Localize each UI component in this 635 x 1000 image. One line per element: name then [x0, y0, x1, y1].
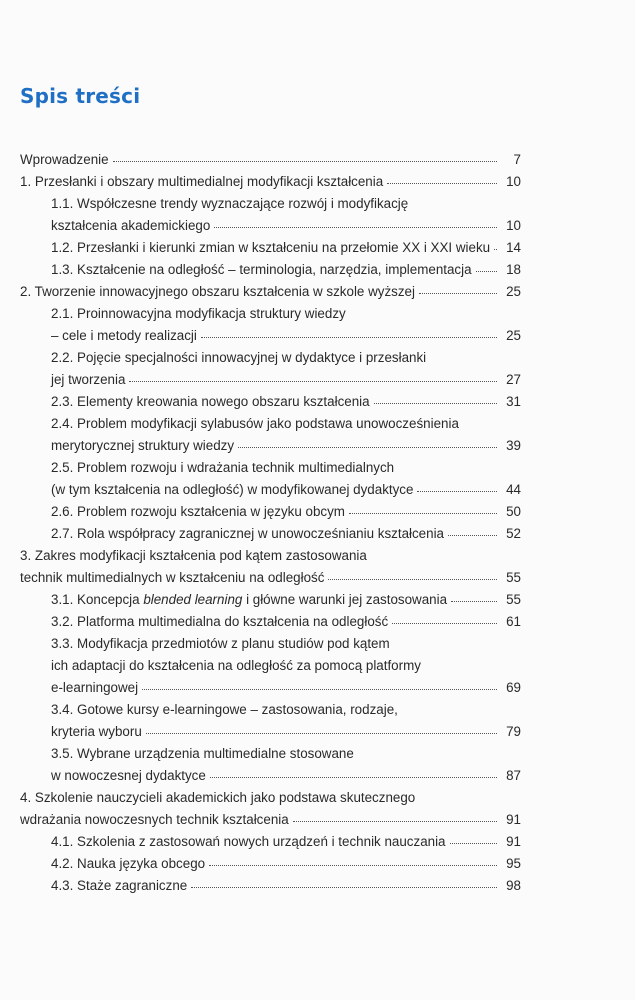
entry-text: wdrażania nowoczesnych technik kształcenia [20, 812, 289, 827]
dot-leader [191, 887, 497, 888]
dot-leader [392, 623, 497, 624]
dot-leader [142, 689, 497, 690]
entry-text: 1. Przesłanki i obszary multimedialnej modyfikacji kształcenia [20, 174, 384, 189]
page-number: 91 [506, 834, 521, 849]
entry-text: 4.1. Szkolenia z zastosowań nowych urządzeń i technik nauczania [51, 834, 446, 849]
toc-entry-last-line [20, 479, 521, 501]
toc-entry-title [51, 831, 446, 853]
entry-text: 4. Szkolenie nauczycieli akademickich jako podstawa skutecznego [20, 790, 416, 805]
toc-entry[interactable] [20, 853, 521, 875]
toc-entry-last-line [20, 259, 521, 281]
toc-entry-last-line [20, 611, 521, 633]
entry-text: e-learningowej [51, 680, 139, 695]
entry-text: i główne warunki jej zastosowania [242, 592, 448, 607]
dot-leader [448, 535, 497, 536]
toc-entry-title [51, 479, 413, 501]
page-number: 50 [506, 504, 521, 519]
toc-entry-last-line [20, 765, 521, 787]
page-number: 95 [506, 856, 521, 871]
toc-entry[interactable] [20, 347, 521, 391]
entry-text: kryteria wyboru [51, 724, 142, 739]
toc-entry-last-line [20, 875, 521, 897]
toc-entry-last-line [20, 589, 521, 611]
entry-text: 2.2. Pojęcie specjalności innowacyjnej w dydaktyce i przesłanki [51, 350, 427, 365]
toc-entry-last-line [20, 501, 521, 523]
entry-text: 3.2. Platforma multimedialna do kształcenia na odległość [51, 614, 389, 629]
italic-term: blended learning [143, 592, 243, 607]
dot-leader [238, 447, 497, 448]
toc-entry-last-line [20, 281, 521, 303]
toc-entry-last-line [20, 721, 521, 743]
toc-entry-last-line [20, 567, 521, 589]
entry-text: 1.3. Kształcenie na odległość – terminologia, narzędzia, implementacja [51, 262, 472, 277]
entry-text: 2.3. Elementy kreowania nowego obszaru kształcenia [51, 394, 370, 409]
entry-text: 2.7. Rola współpracy zagranicznej w unowocześnianiu kształcenia [51, 526, 444, 541]
page-number: 18 [506, 262, 521, 277]
toc-entry-last-line [20, 435, 521, 457]
entry-text: jej tworzenia [51, 372, 126, 387]
page-number: 39 [506, 438, 521, 453]
toc-entry-title [51, 215, 210, 237]
toc-entry-title [51, 391, 370, 413]
page-number: 25 [506, 328, 521, 343]
toc-entry-title [51, 369, 125, 391]
dot-leader [451, 601, 497, 602]
entry-text: (w tym kształcenia na odległość) w modyfikowanej dydaktyce [51, 482, 414, 497]
toc-entry-line [20, 193, 521, 215]
toc-entry[interactable] [20, 303, 521, 347]
dot-leader [129, 381, 497, 382]
toc-entry-last-line [20, 325, 521, 347]
toc-entry-title [20, 149, 109, 171]
toc-entry-title [20, 281, 415, 303]
page-number: 98 [506, 878, 521, 893]
toc-entry-title [51, 677, 138, 699]
toc-entry[interactable] [20, 457, 521, 501]
dot-leader [146, 733, 497, 734]
toc-entry[interactable] [20, 633, 521, 699]
page-number: 27 [506, 372, 521, 387]
toc-entry-title [51, 636, 390, 651]
page-number: 61 [506, 614, 521, 629]
page-number: 87 [506, 768, 521, 783]
entry-text: 3.3. Modyfikacja przedmiotów z planu studiów pod kątem [51, 636, 390, 651]
entry-text: 2.1. Proinnowacyjna modyfikacja struktury wiedzy [51, 306, 346, 321]
toc-entry-title [51, 658, 421, 673]
entry-text: 3. Zakres modyfikacji kształcenia pod kątem zastosowania [20, 548, 367, 563]
page-number: 79 [506, 724, 521, 739]
toc-entry[interactable] [20, 171, 521, 193]
page-number: 10 [506, 174, 521, 189]
dot-leader [419, 293, 497, 294]
toc-entry-title [51, 350, 426, 365]
dot-leader [201, 337, 497, 338]
toc-entry-last-line [20, 149, 521, 171]
toc-entry-title [51, 702, 398, 717]
dot-leader [494, 249, 497, 250]
toc-entry[interactable] [20, 413, 521, 457]
toc-entry-title [51, 721, 142, 743]
toc-entry-title [51, 259, 472, 281]
entry-text: 2.4. Problem modyfikacji sylabusów jako podstawa unowocześnienia [51, 416, 459, 431]
toc-entry-title [51, 523, 444, 545]
page-number: 25 [506, 284, 521, 299]
toc-entry-title [51, 853, 205, 875]
entry-text: w nowoczesnej dydaktyce [51, 768, 206, 783]
toc-entry-line [20, 413, 521, 435]
toc-entry[interactable] [20, 545, 521, 589]
toc-entry-line [20, 787, 521, 809]
toc-entry-last-line [20, 391, 521, 413]
toc-entry-line [20, 545, 521, 567]
page-title: Spis treści [20, 84, 141, 108]
toc-entry-last-line [20, 809, 521, 831]
dot-leader [209, 865, 497, 866]
toc-entry[interactable] [20, 281, 521, 303]
toc-entry-line [20, 457, 521, 479]
toc-entry-last-line [20, 523, 521, 545]
entry-text: 4.2. Nauka języka obcego [51, 856, 206, 871]
entry-text: 2. Tworzenie innowacyjnego obszaru kształcenia w szkole wyższej [20, 284, 415, 299]
toc-entry-last-line [20, 237, 521, 259]
toc-entry-title [51, 501, 345, 523]
page-number: 52 [506, 526, 521, 541]
toc-entry[interactable] [20, 699, 521, 743]
page-number: 31 [506, 394, 521, 409]
toc-entry-title [20, 548, 367, 563]
page-number: 91 [506, 812, 521, 827]
toc-entry-title [51, 589, 447, 611]
entry-text: 1.2. Przesłanki i kierunki zmian w kształceniu na przełomie XX i XXI wieku [51, 240, 491, 255]
entry-text: 3.4. Gotowe kursy e-learningowe – zastosowania, rodzaje, [51, 702, 398, 717]
entry-text: merytorycznej struktury wiedzy [51, 438, 235, 453]
toc-entry-title [51, 306, 346, 321]
dot-leader [374, 403, 497, 404]
toc-entry-line [20, 633, 521, 655]
page-number: 10 [506, 218, 521, 233]
toc-entry[interactable] [20, 589, 521, 611]
table-of-contents [20, 149, 521, 897]
toc-entry-title [20, 809, 289, 831]
toc-entry-line [20, 743, 521, 765]
toc-entry-title [51, 325, 197, 347]
entry-text: technik multimedialnych w kształceniu na odległość [20, 570, 325, 585]
dot-leader [293, 821, 497, 822]
toc-entry-line [20, 655, 521, 677]
dot-leader [387, 183, 497, 184]
toc-entry-title [51, 196, 408, 211]
toc-entry-last-line [20, 677, 521, 699]
toc-entry-last-line [20, 215, 521, 237]
dot-leader [328, 579, 497, 580]
toc-entry[interactable] [20, 259, 521, 281]
toc-entry[interactable] [20, 237, 521, 259]
dot-leader [214, 227, 497, 228]
toc-entry-title [51, 746, 354, 761]
dot-leader [450, 843, 497, 844]
toc-entry-title [20, 567, 324, 589]
toc-entry[interactable] [20, 743, 521, 787]
page-number: 44 [506, 482, 521, 497]
toc-entry-title [51, 435, 234, 457]
toc-entry[interactable] [20, 149, 521, 171]
entry-text: 2.5. Problem rozwoju i wdrażania technik multimedialnych [51, 460, 395, 475]
toc-entry[interactable] [20, 391, 521, 413]
toc-entry-last-line [20, 831, 521, 853]
page-number: 55 [506, 592, 521, 607]
toc-entry[interactable] [20, 787, 521, 831]
toc-entry[interactable] [20, 523, 521, 545]
dot-leader [476, 271, 497, 272]
toc-entry-title [51, 611, 388, 633]
toc-entry-last-line [20, 171, 521, 193]
dot-leader [349, 513, 497, 514]
toc-entry-title [51, 416, 459, 431]
toc-entry-title [20, 171, 383, 193]
toc-entry-line [20, 347, 521, 369]
page-number: 7 [513, 152, 521, 167]
toc-entry-last-line [20, 853, 521, 875]
toc-entry-line [20, 699, 521, 721]
dot-leader [417, 491, 497, 492]
dot-leader [210, 777, 497, 778]
entry-text: Wprowadzenie [20, 152, 109, 167]
page-number: 69 [506, 680, 521, 695]
toc-entry[interactable] [20, 875, 521, 897]
toc-entry-title [51, 237, 490, 259]
dot-leader [113, 161, 497, 162]
entry-text: kształcenia akademickiego [51, 218, 211, 233]
page-number: 14 [506, 240, 521, 255]
entry-text: 2.6. Problem rozwoju kształcenia w języku obcym [51, 504, 345, 519]
toc-entry[interactable] [20, 611, 521, 633]
entry-text: 1.1. Współczesne trendy wyznaczające rozwój i modyfikację [51, 196, 409, 211]
toc-entry[interactable] [20, 501, 521, 523]
toc-entry-last-line [20, 369, 521, 391]
toc-entry[interactable] [20, 193, 521, 237]
entry-text: 3.5. Wybrane urządzenia multimedialne stosowane [51, 746, 354, 761]
toc-entry-line [20, 303, 521, 325]
toc-entry[interactable] [20, 831, 521, 853]
page-number: 55 [506, 570, 521, 585]
toc-entry-title [51, 875, 187, 897]
toc-entry-title [51, 765, 206, 787]
toc-entry-title [51, 460, 394, 475]
entry-text: 4.3. Staże zagraniczne [51, 878, 188, 893]
entry-text: – cele i metody realizacji [51, 328, 197, 343]
entry-text: 3.1. Koncepcja [51, 592, 144, 607]
entry-text: ich adaptacji do kształcenia na odległość za pomocą platformy [51, 658, 421, 673]
toc-entry-title [20, 790, 415, 805]
